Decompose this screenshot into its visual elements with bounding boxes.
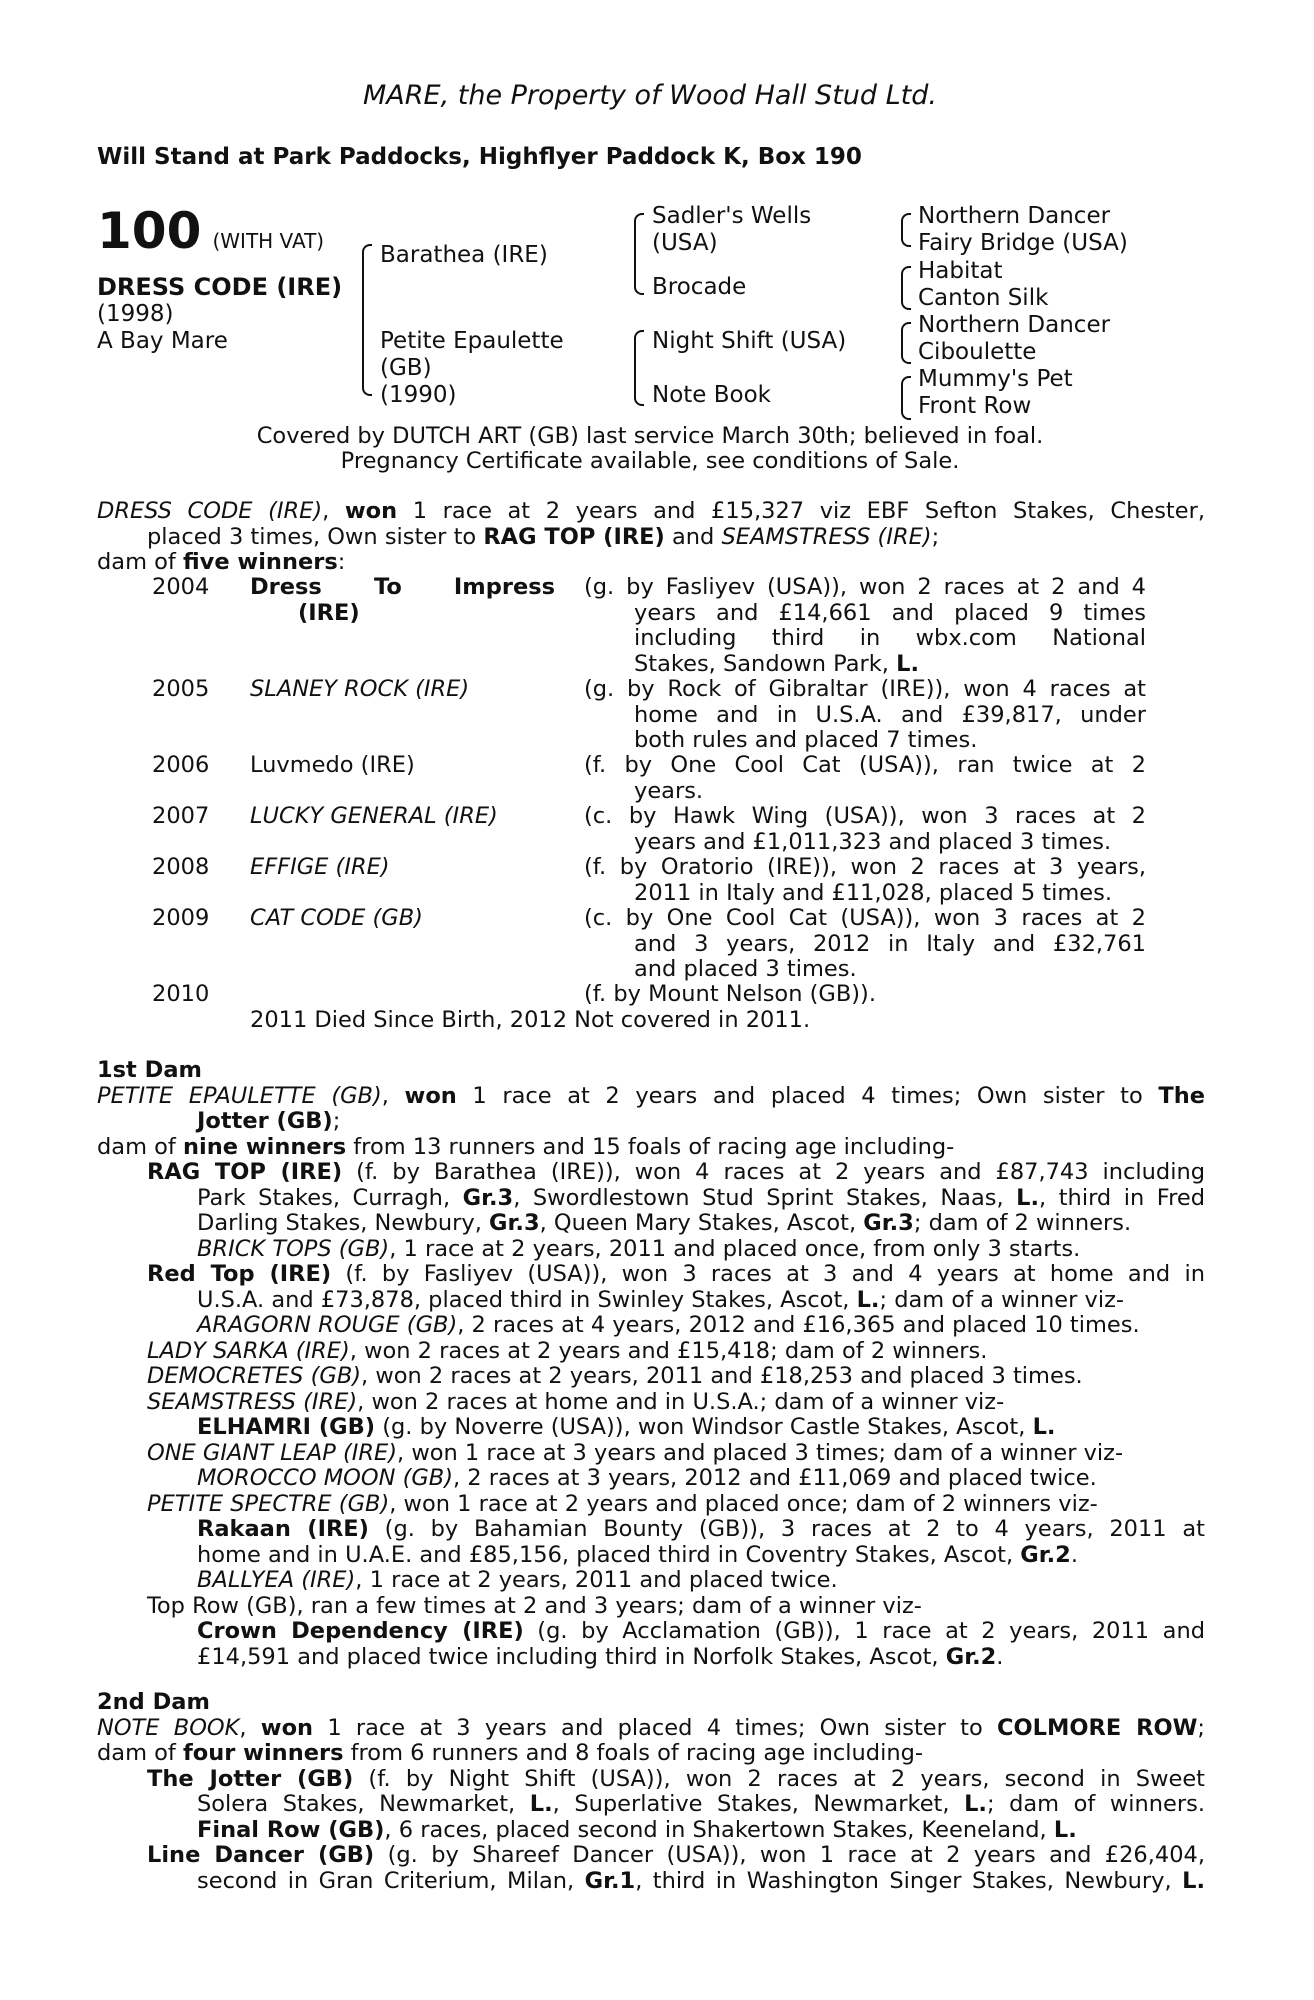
dam-line: Jotter (GB); [197,1109,341,1134]
pedigree-g3-1: Northern Dancer [918,203,1111,229]
dam-line: Red Top (IRE) (f. by Fasliyev (USA)), won 3 races at 3 and 4 years at home and in [147,1262,1205,1287]
foaling-year: (1998) [97,301,174,327]
dam-line: PETITE SPECTRE (GB), won 1 race at 2 years and placed once; dam of 2 winners viz- [147,1491,1098,1517]
intro-paragraph [97,499,1205,576]
pedigree-brace-dam [634,330,644,406]
dam-line: Rakaan (IRE) (g. by Bahamian Bounty (GB)), 3 races at 2 to 4 years, 2011 at [197,1517,1205,1542]
produce-details: (c. by Hawk Wing (USA)), won 3 races at 2 years and £1,011,323 and placed 3 times. [584,804,1146,855]
horse-description: A Bay Mare [97,328,228,354]
horse-name: DRESS CODE (IRE) [97,273,343,301]
pedigree-sire-sire-origin: (USA) [652,230,718,256]
pedigree-dam: Petite Epaulette [380,328,564,354]
dam-line: PETITE EPAULETTE (GB), won 1 race at 2 years and placed 4 times; Own sister to The [97,1083,1205,1109]
produce-year: 2008 [152,854,210,880]
dam-line: BALLYEA (IRE), 1 race at 2 years, 2011 and placed twice. [197,1568,838,1593]
second-dam-section [97,1690,1205,1894]
pedigree-g3-7: Mummy's Pet [918,366,1073,392]
lot-number: 100 [97,202,202,260]
dam-line: NOTE BOOK, won 1 race at 3 years and placed 4 times; Own sister to COLMORE ROW; [97,1715,1205,1741]
produce-details: (c. by One Cool Cat (USA)), won 3 races at 2 and 3 years, 2012 in Italy and £32,761 and placed 3 times. [584,906,1146,982]
pregnancy-note: Pregnancy Certificate available, see conditions of Sale. [340,448,960,474]
produce-year: 2004 [152,574,210,600]
dam-line: MOROCCO MOON (GB), 2 races at 3 years, 2012 and £11,069 and placed twice. [197,1466,1097,1491]
dam-line: ELHAMRI (GB) (g. by Noverre (USA)), won Windsor Castle Stakes, Ascot, L. [197,1415,1056,1440]
dam-line: Line Dancer (GB) (g. by Shareef Dancer (USA)), won 1 race at 2 years and £26,404, [147,1843,1205,1868]
pedigree-brace-sire [634,213,644,295]
produce-year: 2010 [152,981,210,1007]
intro-line: DRESS CODE (IRE), won 1 race at 2 years and £15,327 viz EBF Sefton Stakes, Chester, [97,499,1205,524]
pedigree-dam-dam: Note Book [652,382,771,408]
produce-year: 2007 [152,803,210,829]
section-heading: 1st Dam [97,1057,202,1083]
produce-note: 2011 Died Since Birth, 2012 Not covered in 2011. [250,1007,811,1033]
dam-line: dam of four winners from 6 runners and 8 foals of racing age including- [97,1741,923,1766]
stand-location: Will Stand at Park Paddocks, Highflyer Paddock K, Box 190 [97,144,862,170]
produce-name: Luvmedo (IRE) [250,752,415,778]
produce-name: CAT CODE (GB) [250,905,423,931]
pedigree-g3-6: Ciboulette [918,339,1037,365]
pedigree-sire: Barathea (IRE) [380,242,548,268]
pedigree-brace-main [362,244,372,396]
dam-line: The Jotter (GB) (f. by Night Shift (USA)), won 2 races at 2 years, second in Sweet [147,1766,1205,1792]
produce-details: (g. by Rock of Gibraltar (IRE)), won 4 races at home and in U.S.A. and £39,817, under both rules and placed 7 times. [584,677,1146,753]
dam-line: Final Row (GB), 6 races, placed second in Shakertown Stakes, Keeneland, L. [197,1817,1077,1843]
dam-line: Solera Stakes, Newmarket, L., Superlative Stakes, Newmarket, L.; dam of winners. [197,1792,1205,1817]
produce-details: (g. by Fasliyev (USA)), won 2 races at 2 and 4 years and £14,661 and placed 9 times including third in wbx.com National Stakes, Sandown Park, L. [584,575,1146,677]
pedigree-dam-sire: Night Shift (USA) [652,328,847,354]
produce-name: Dress To Impress (IRE) [250,575,555,626]
dam-line: U.S.A. and £73,878, placed third in Swinley Stakes, Ascot, L.; dam of a winner viz- [197,1287,1125,1313]
pedigree-g3-2: Fairy Bridge (USA) [918,230,1128,256]
dam-line: second in Gran Criterium, Milan, Gr.1, third in Washington Singer Stakes, Newbury, L. [197,1868,1205,1894]
lot-number-block [97,202,325,260]
intro-line: dam of five winners: [97,550,346,575]
produce-name: EFFIGE (IRE) [250,854,390,880]
dam-line: ONE GIANT LEAP (IRE), won 1 race at 3 years and placed 3 times; dam of a winner viz- [147,1440,1124,1466]
produce-year: 2005 [152,676,210,702]
pedigree-dam-origin: (GB) [380,355,432,381]
dam-line: home and in U.A.E. and £85,156, placed third in Coventry Stakes, Ascot, Gr.2. [197,1542,1078,1568]
dam-line: ARAGORN ROUGE (GB), 2 races at 4 years, 2012 and £16,365 and placed 10 times. [197,1313,1140,1338]
pedigree-g3-5: Northern Dancer [918,312,1111,338]
dam-line: RAG TOP (IRE) (f. by Barathea (IRE)), won 4 races at 2 years and £87,743 including [147,1160,1205,1185]
dam-line: Park Stakes, Curragh, Gr.3, Swordlestown Stud Sprint Stakes, Naas, L., third in Fred [197,1185,1205,1211]
dam-line: Crown Dependency (IRE) (g. by Acclamation (GB)), 1 race at 2 years, 2011 and [197,1619,1205,1644]
dam-line: £14,591 and placed twice including third in Norfolk Stakes, Ascot, Gr.2. [197,1644,1004,1670]
pedigree-brace-g2 [901,266,911,310]
dam-line: SEAMSTRESS (IRE), won 2 races at home and in U.S.A.; dam of a winner viz- [147,1389,1005,1415]
dam-line: Darling Stakes, Newbury, Gr.3, Queen Mary Stakes, Ascot, Gr.3; dam of 2 winners. [197,1211,1132,1236]
produce-year: 2009 [152,905,210,931]
pedigree-sire-dam: Brocade [652,274,747,300]
produce-details: (f. by Oratorio (IRE)), won 2 races at 3 years, 2011 in Italy and £11,028, placed 5 times. [584,855,1146,906]
covered-note: Covered by DUTCH ART (GB) last service March 30th; believed in foal. [256,423,1044,449]
pedigree-dam-year: (1990) [380,382,457,408]
pedigree-brace-g4 [901,376,911,420]
pedigree-brace-g3 [901,322,911,364]
vat-note: (WITH VAT) [212,229,325,253]
produce-name: LUCKY GENERAL (IRE) [250,803,498,829]
intro-line: placed 3 times, Own sister to RAG TOP (IRE) and SEAMSTRESS (IRE); [147,524,940,550]
dam-line: Top Row (GB), ran a few times at 2 and 3 years; dam of a winner viz- [147,1593,922,1619]
pedigree-brace-g1 [901,213,911,247]
dam-line: BRICK TOPS (GB), 1 race at 2 years, 2011 and placed once, from only 3 starts. [197,1236,1081,1262]
page-title: MARE, the Property of Wood Hall Stud Ltd. [363,80,937,111]
pedigree-g3-4: Canton Silk [918,285,1049,311]
pedigree-g3-3: Habitat [918,258,1003,284]
dam-line: DEMOCRETES (GB), won 2 races at 2 years, 2011 and £18,253 and placed 3 times. [147,1364,1083,1389]
produce-name: SLANEY ROCK (IRE) [250,676,470,702]
dam-line: dam of nine winners from 13 runners and 15 foals of racing age including- [97,1134,955,1160]
produce-year: 2006 [152,752,210,778]
dam-line: LADY SARKA (IRE), won 2 races at 2 years and £15,418; dam of 2 winners. [147,1338,988,1364]
pedigree-g3-8: Front Row [918,393,1032,419]
section-heading: 2nd Dam [97,1689,210,1715]
first-dam-section [97,1058,1205,1670]
pedigree-sire-sire: Sadler's Wells [652,203,812,229]
produce-details: (f. by Mount Nelson (GB)). [584,981,876,1007]
produce-details: (f. by One Cool Cat (USA)), ran twice at 2 years. [584,753,1146,804]
